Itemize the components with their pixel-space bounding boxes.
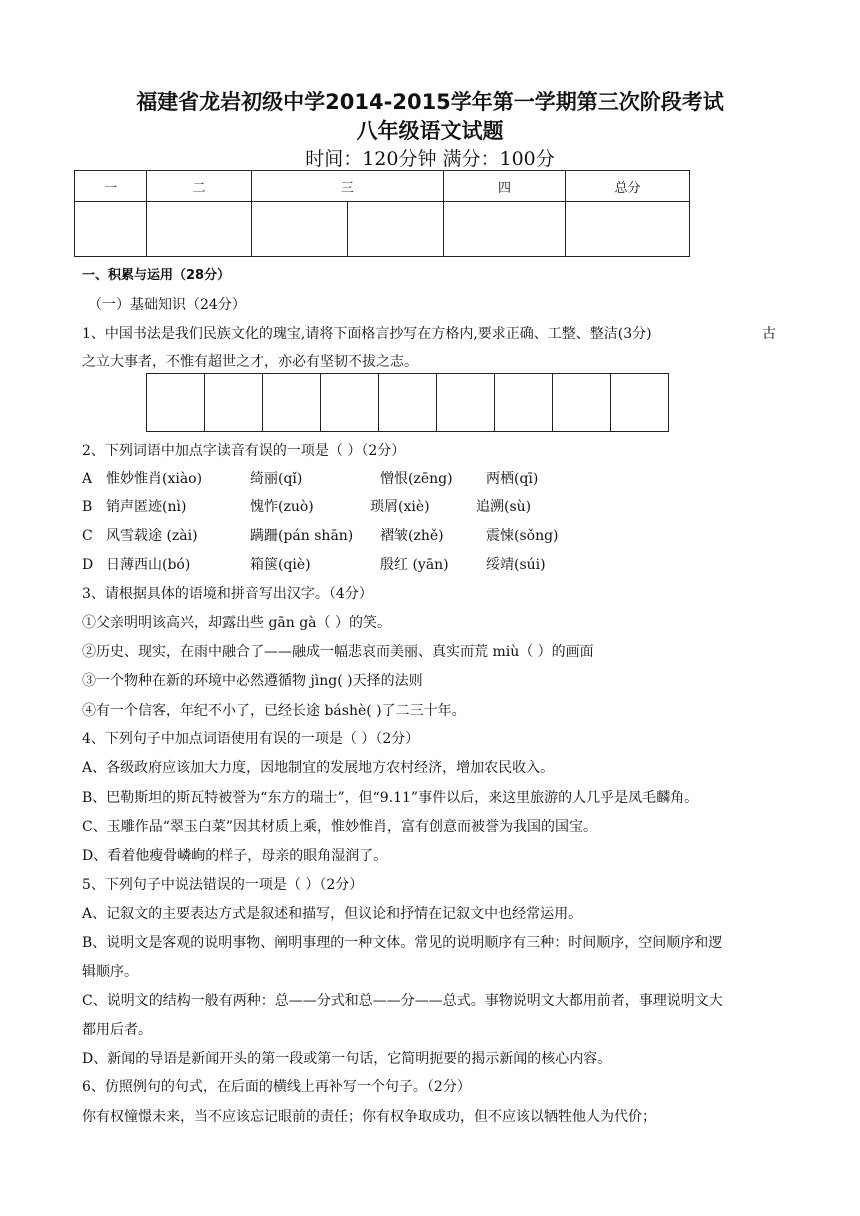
q2-option-c: C 风雪载途 (zài) 蹒跚(pán shān) 褶皱(zhě) 震悚(sǒng) [82, 528, 559, 544]
q1-text-tail: 古 [762, 326, 776, 342]
grid-cell[interactable] [263, 374, 321, 432]
score-header-2: 二 [147, 171, 251, 202]
grid-cell[interactable] [147, 374, 205, 432]
section-heading: 一、积累与运用（28分） [82, 268, 231, 283]
q3-item-1: ①父亲明明该高兴，却露出些 gān gà（ ）的笑。 [82, 615, 391, 631]
grid-cell[interactable] [495, 374, 553, 432]
score-cell[interactable] [75, 202, 147, 257]
q3-stem: 3、请根据具体的语境和拼音写出汉字。（4分） [82, 586, 373, 602]
q3-item-2: ②历史、现实，在雨中融合了——融成一幅悲哀而美丽、真实而荒 miù（ ）的画面 [82, 644, 594, 660]
score-header-4: 四 [443, 171, 565, 202]
q4-stem: 4、下列句子中加点词语使用有误的一项是（ ）（2分） [82, 731, 420, 747]
score-table-header-row [75, 171, 690, 202]
grid-cell[interactable] [553, 374, 611, 432]
q6-example: 你有权憧憬未来，当不应该忘记眼前的责任；你有权争取成功，但不应该以牺牲他人为代价； [82, 1109, 656, 1125]
writing-grid [146, 373, 669, 432]
score-cell[interactable] [443, 202, 565, 257]
score-table [74, 170, 690, 257]
score-header-1: 一 [75, 171, 147, 202]
exam-title: 福建省龙岩初级中学2014-2015学年第一学期第三次阶段考试 [136, 90, 724, 114]
grid-cell[interactable] [321, 374, 379, 432]
q2-option-d: D 日薄西山(bó) 箱箧(qiè) 殷红 (yān) 绥靖(súi) [82, 557, 546, 573]
q5-option-d: D、新闻的导语是新闻开头的第一段或第一句话，它简明扼要的揭示新闻的核心内容。 [82, 1051, 612, 1067]
q5-option-a: A、记叙文的主要表达方式是叙述和描写，但议论和抒情在记叙文中也经常运用。 [82, 906, 583, 922]
q2-stem: 2、下列词语中加点字读音有误的一项是（ ）（2分） [82, 443, 406, 459]
q2-option-b: B 销声匿迹(nì) 愧怍(zuò) 琐屑(xiè) 追溯(sù) [82, 499, 532, 515]
q4-option-a: A、各级政府应该加大力度，因地制宜的发展地方农村经济，增加农民收入。 [82, 760, 555, 776]
exam-time-score: 时间：120分钟 满分：100分 [305, 148, 555, 170]
q5-option-c-cont: 都用后者。 [82, 1022, 152, 1038]
q4-option-b: B、巴勒斯坦的斯瓦特被誉为“东方的瑞士”，但“9.11”事件以后，来这里旅游的人几乎是凤毛麟角。 [82, 790, 699, 806]
q5-stem: 5、下列句子中说法错误的一项是（ ）（2分） [82, 877, 364, 893]
q3-item-3: ③一个物种在新的环境中必然遵循物 jìng( )天择的法则 [82, 673, 423, 689]
score-cell[interactable] [347, 202, 443, 257]
q6-stem: 6、仿照例句的句式，在后面的横线上再补写一个句子。（2分） [82, 1079, 471, 1095]
q5-option-b-cont: 辑顺序。 [82, 964, 138, 980]
q5-option-c: C、说明文的结构一般有两种：总——分式和总——分——总式。事物说明文大都用前者，事理说明文大 [82, 993, 723, 1009]
q4-option-d: D、看着他瘦骨嶙峋的样子，母亲的眼角湿润了。 [82, 848, 388, 864]
score-table-blank-row [75, 202, 690, 257]
score-cell[interactable] [565, 202, 689, 257]
q1-text-line2: 之立大事者，不惟有超世之才，亦必有坚韧不拔之志。 [82, 354, 418, 370]
grid-cell[interactable] [205, 374, 263, 432]
score-cell[interactable] [251, 202, 347, 257]
q2-option-a: A 惟妙惟肖(xiào) 绮丽(qǐ) 憎恨(zēng) 两栖(qī) [82, 471, 539, 487]
exam-subtitle: 八年级语文试题 [356, 119, 504, 143]
q1-text: 1、中国书法是我们民族文化的瑰宝,请将下面格言抄写在方格内,要求正确、工整、整洁(3分) [82, 326, 652, 342]
score-header-3: 三 [251, 171, 443, 202]
grid-cell[interactable] [611, 374, 669, 432]
subsection-heading: （一）基础知识（24分） [88, 297, 246, 313]
q3-item-4: ④有一个信客，年纪不小了，已经长途 báshè( )了二三十年。 [82, 703, 466, 719]
grid-cell[interactable] [379, 374, 437, 432]
score-header-total: 总分 [565, 171, 689, 202]
grid-cell[interactable] [437, 374, 495, 432]
score-cell[interactable] [147, 202, 251, 257]
q5-option-b: B、说明文是客观的说明事物、阐明事理的一种文体。常见的说明顺序有三种：时间顺序，空间顺序和逻 [82, 935, 723, 951]
q4-option-c: C、玉雕作品“翠玉白菜”因其材质上乘，惟妙惟肖，富有创意而被誉为我国的国宝。 [82, 819, 598, 835]
